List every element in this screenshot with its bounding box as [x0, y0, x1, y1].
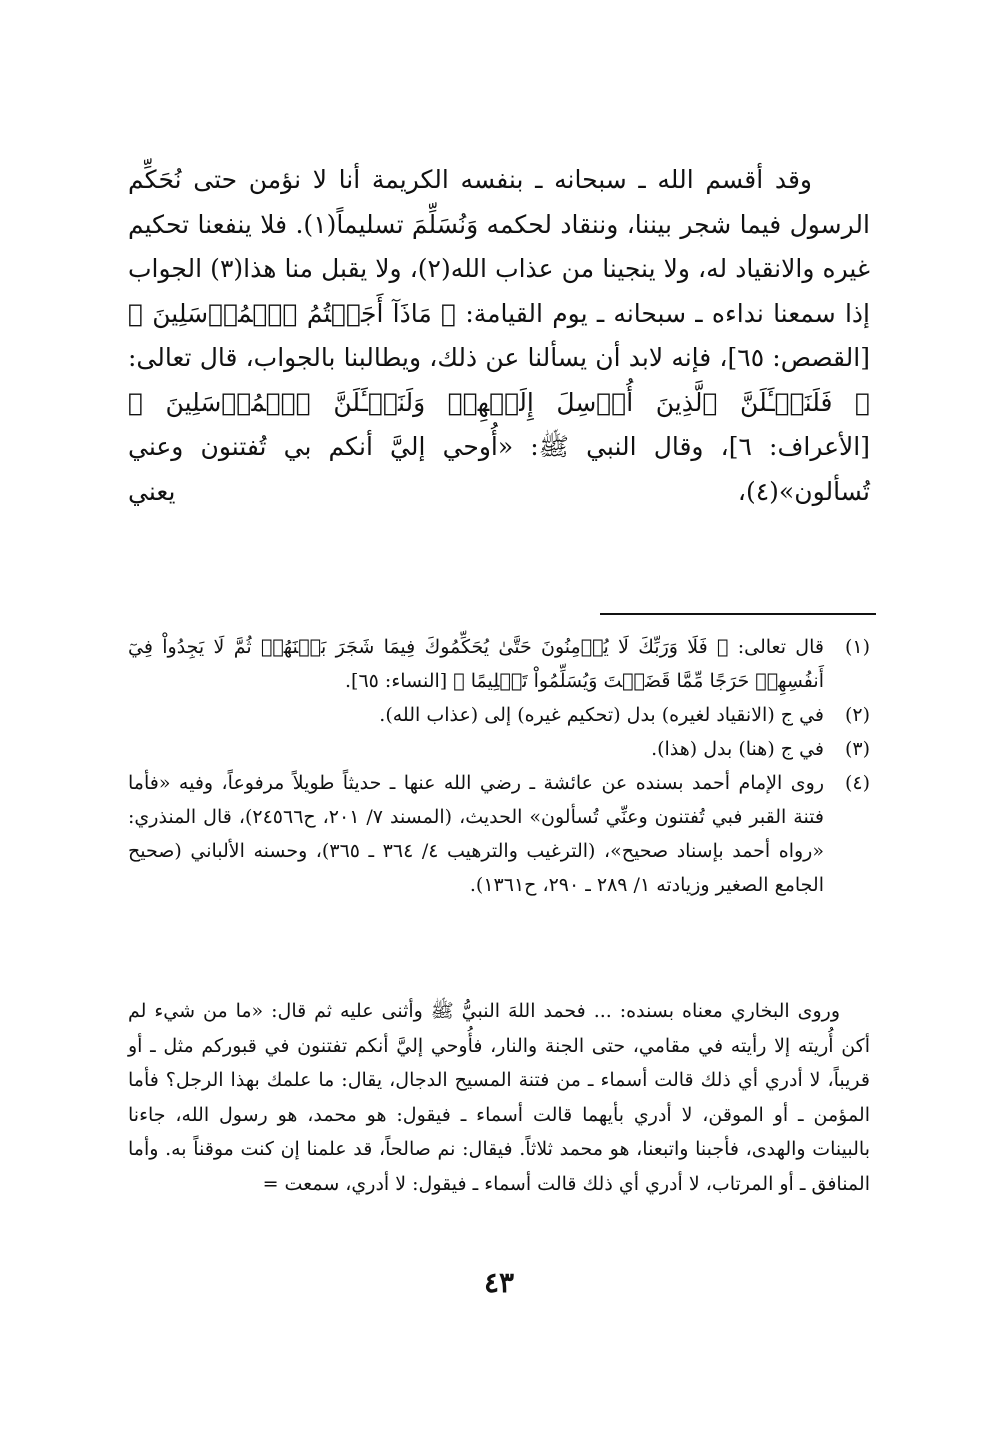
- footnote-text: روى الإمام أحمد بسنده عن عائشة ـ رضي الله عنها ـ حديثاً طويلاً مرفوعاً، وفيه «فأما فتنة القبر فبي تُفتنون وعنِّي تُسألون» الحديث، (المسند ٧/ ٢٠١، ح٢٤٥٦٦)، قال المنذري: «رواه أحمد بإسناد صحيح»، (الترغيب والترهيب ٤/ ٣٦٤ ـ ٣٦٥)، وحسنه الألباني (صحيح الجامع الصغير وزيادته ١/ ٢٨٩ ـ ٢٩٠، ح١٣٦١).: [128, 772, 824, 896]
- footnote-text: قال تعالى: ﴿ فَلَا وَرَبِّكَ لَا يُؤۡمِنُونَ حَتَّىٰ يُحَكِّمُوكَ فِيمَا شَجَرَ بَيۡنَهُمۡ ثُمَّ لَا يَجِدُواْ فِيٓ أَنفُسِهِمۡ حَرَجًا مِّمَّا قَضَيۡتَ وَيُسَلِّمُواْ تَسۡلِيمًا ﴾ [النساء: ٦٥].: [128, 636, 824, 692]
- page-number: ٤٣: [483, 1266, 515, 1299]
- main-body-text: [128, 158, 870, 514]
- footnote-number: (١): [844, 636, 870, 658]
- footnote-item: [128, 698, 870, 732]
- footnote-continuation: [128, 994, 870, 1201]
- footnote-number: (٢): [844, 704, 870, 726]
- footnote-number: (٣): [844, 738, 870, 760]
- footnote-item: [128, 630, 870, 698]
- body-paragraph: وقد أقسم الله ـ سبحانه ـ بنفسه الكريمة أنا لا نؤمن حتى نُحَكِّم الرسول فيما شجر بيننا، وننقاد لحكمه وَنُسَلِّمَ تسليماً(١). فلا ينفعنا تحكيم غيره والانقياد له، ولا ينجينا من عذاب الله(٢)، ولا يقبل منا هذا(٣) الجواب إذا سمعنا نداءه ـ سبحانه ـ يوم القيامة: ﴿ مَاذَآ أَجَبۡتُمُ ٱلۡمُرۡسَلِينَ ﴾ [القصص: ٦٥]، فإنه لابد أن يسألنا عن ذلك، ويطالبنا بالجواب، قال تعالى: ﴿ فَلَنَسۡـَٔلَنَّ ٱلَّذِينَ أُرۡسِلَ إِلَيۡهِمۡ وَلَنَسۡـَٔلَنَّ ٱلۡمُرۡسَلِينَ ﴾ [الأعراف: ٦]، وقال النبي ﷺ: «أُوحي إليَّ أنكم بي تُفتنون وعني تُسألون»(٤)، يعني: [128, 165, 871, 506]
- footnotes-section: [128, 630, 870, 902]
- continuation-paragraph: وروى البخاري معناه بسنده: ... فحمد اللهَ النبيُّ ﷺ وأثنى عليه ثم قال: «ما من شيء لم أكن أُريته إلا رأيته في مقامي، حتى الجنة والنار، فأُوحي إليَّ أنكم تفتنون في قبوركم مثل ـ أو قريباً، لا أدري أي ذلك قالت أسماء ـ من فتنة المسيح الدجال، يقال: ما علمك بهذا الرجل؟ فأما المؤمن ـ أو الموقن، لا أدري بأيهما قالت أسماء ـ فيقول: هو محمد، هو رسول الله، جاءنا بالبينات والهدى، فأجبنا واتبعنا، هو محمد ثلاثاً. فيقال: نم صالحاً، قد علمنا إن كنت موقناً به. وأما المنافق ـ أو المرتاب، لا أدري أي ذلك قالت أسماء ـ فيقول: لا أدري، سمعت =: [128, 1000, 870, 1195]
- footnote-text: في ج (الانقياد لغيره) بدل (تحكيم غيره) إلى (عذاب الله).: [379, 704, 824, 726]
- footnote-item: [128, 732, 870, 766]
- footnote-item: [128, 766, 870, 902]
- footnote-number: (٤): [844, 772, 870, 794]
- footnote-separator-line: [600, 613, 876, 615]
- footnote-text: في ج (هنا) بدل (هذا).: [651, 738, 824, 760]
